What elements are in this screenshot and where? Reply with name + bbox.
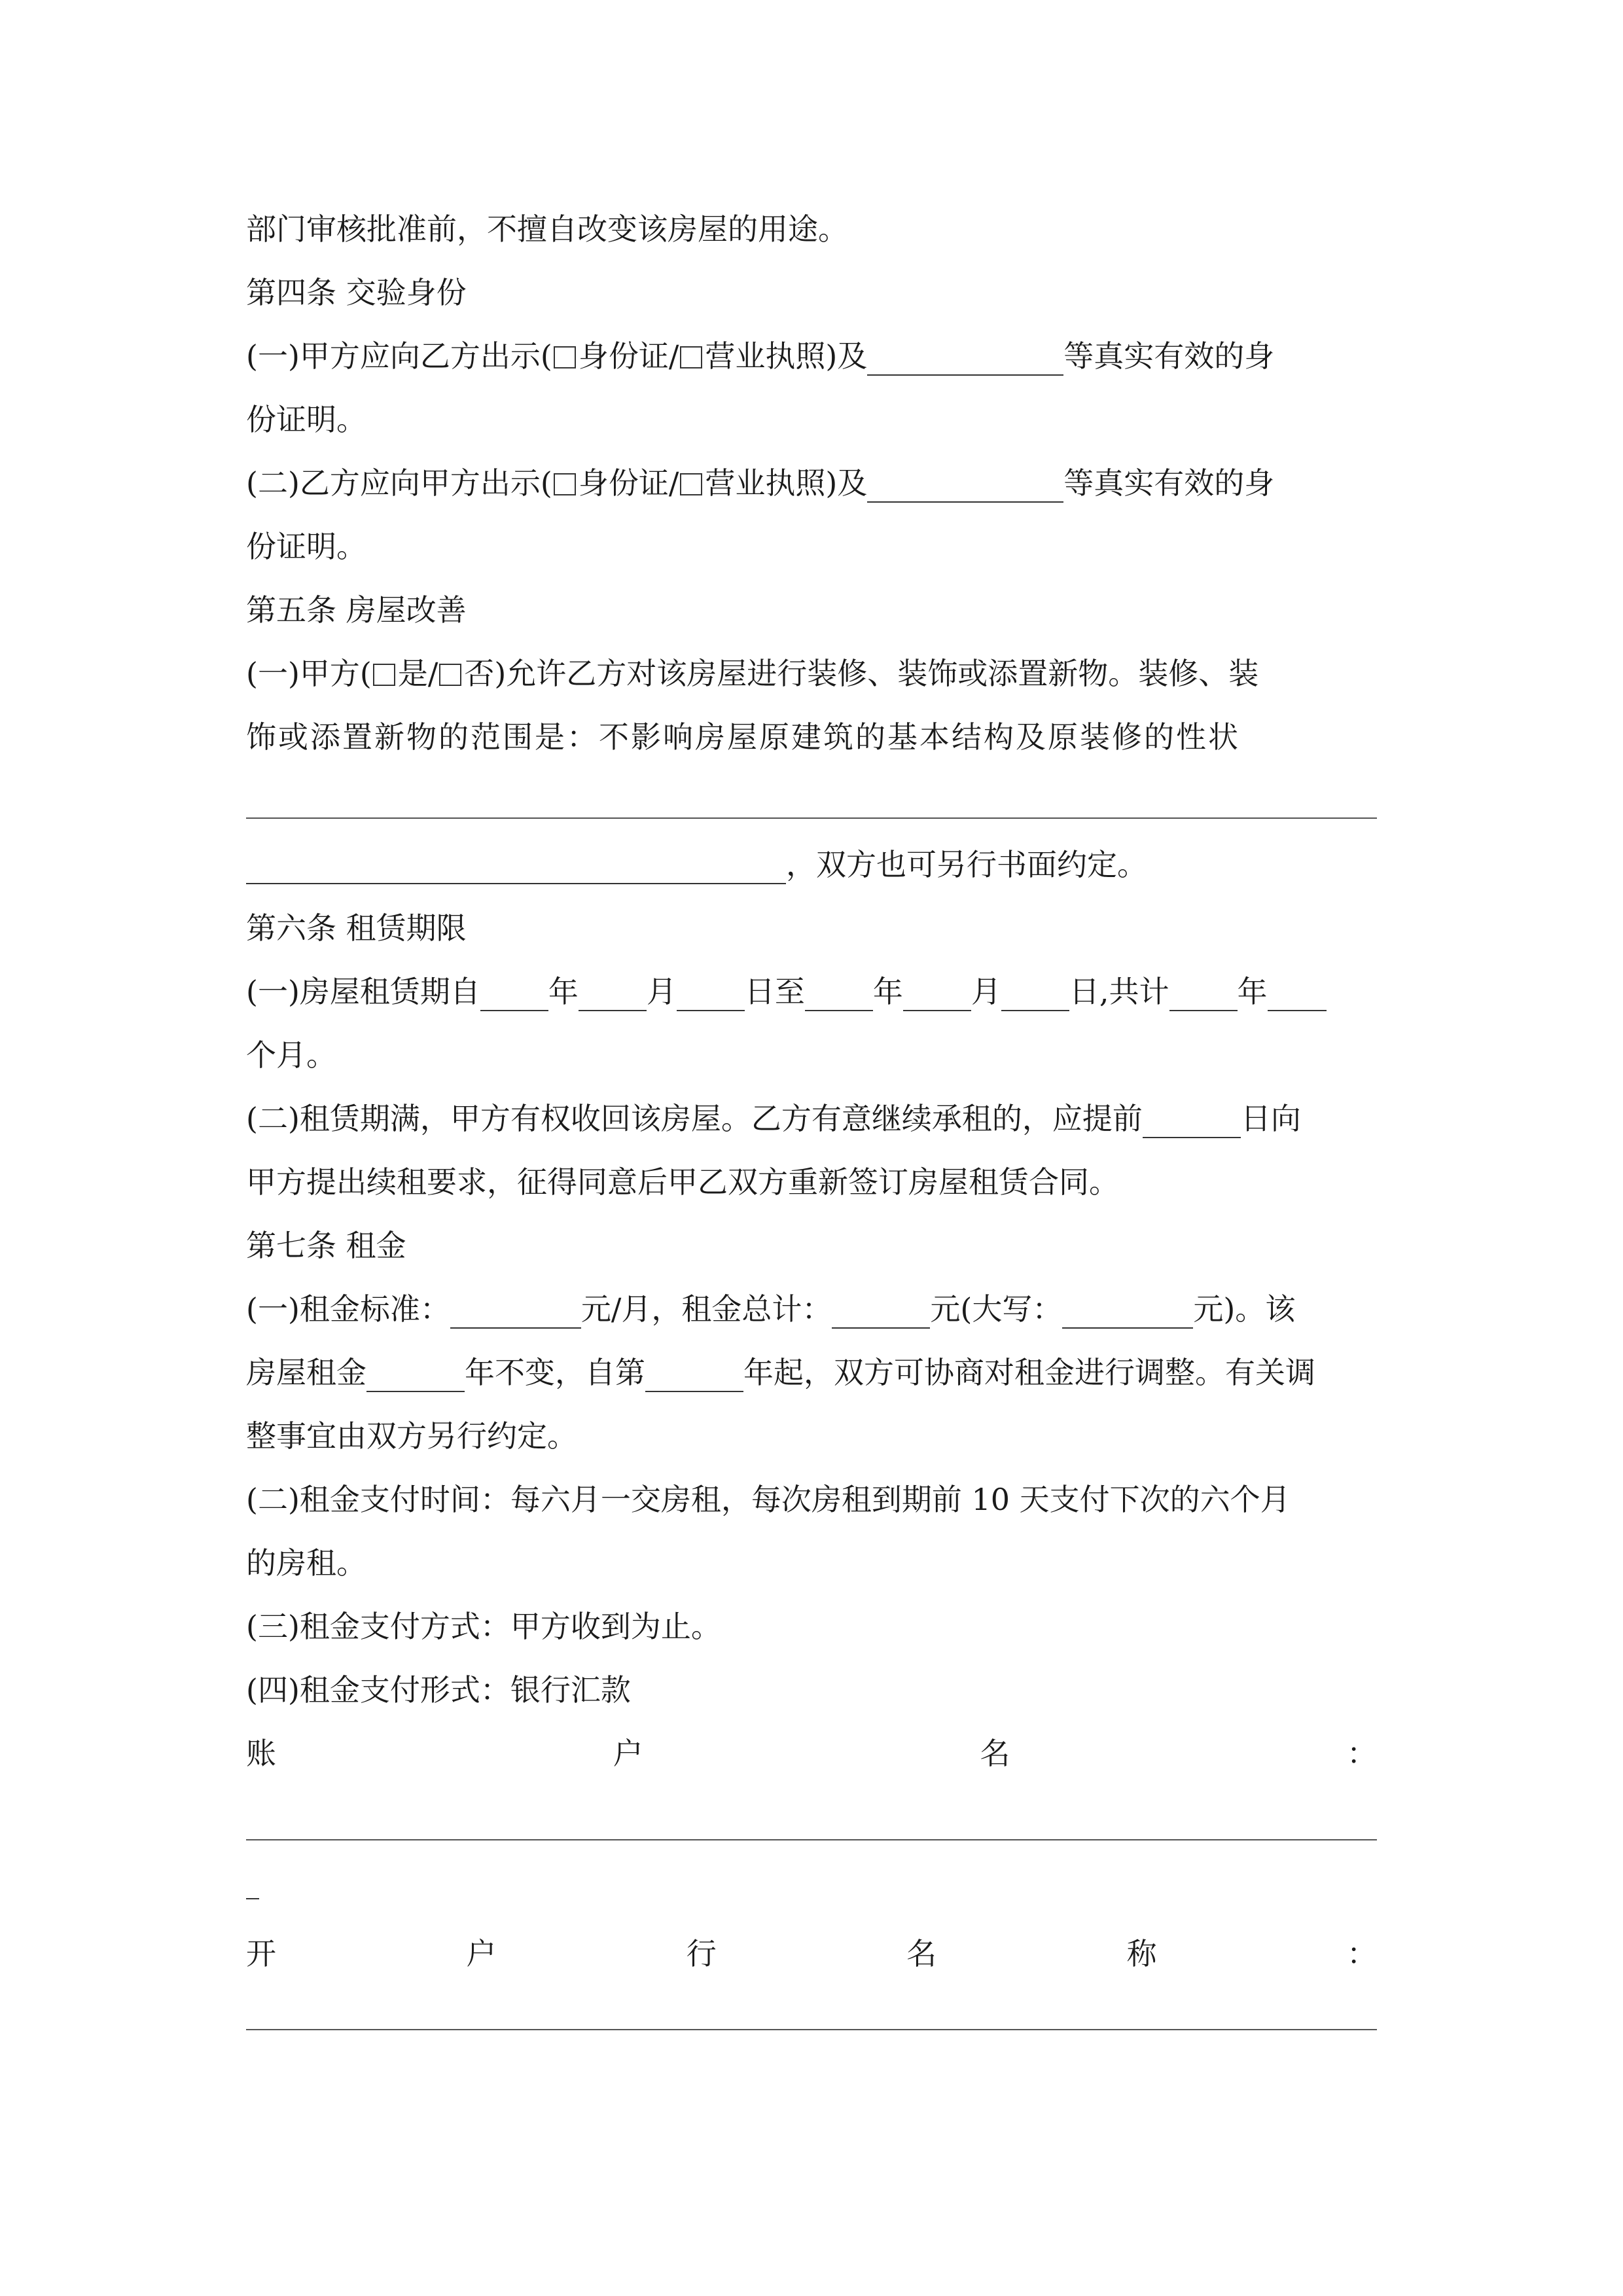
monthly-rent-blank[interactable] bbox=[450, 1296, 581, 1329]
business-license-checkbox[interactable] bbox=[680, 346, 702, 368]
account-name-line[interactable] bbox=[246, 1839, 1377, 1840]
clause-7-3: (三)租金支付方式：甲方收到为止。 bbox=[246, 1609, 721, 1644]
scope-blank[interactable] bbox=[246, 852, 786, 884]
account-name-label: 账 户 名 ： bbox=[246, 1736, 1377, 1771]
article-6-heading: 第六条 租赁期限 bbox=[246, 910, 467, 946]
clause-7-2-continuation: 的房租。 bbox=[246, 1545, 366, 1581]
clause-5-1-line2: 饰或添置新物的范围是：不影响房屋原建筑的基本结构及原装修的性状 bbox=[246, 719, 1240, 755]
clause-6-2: (二)租赁期满，甲方有权收回该房屋。乙方有意继续承租的，应提前 日向 bbox=[246, 1099, 1377, 1138]
paragraph-continuation: 部门审核批准前，不擅自改变该房屋的用途。 bbox=[246, 211, 848, 247]
bank-name-label: 开 户 行 名 称 ： bbox=[246, 1936, 1377, 1971]
clause-6-1: (一)房屋租赁期自 年 月 日至 年 月 日,共计 年 bbox=[246, 972, 1377, 1011]
start-day-blank[interactable] bbox=[677, 978, 745, 1011]
article-5-heading: 第五条 房屋改善 bbox=[246, 592, 467, 628]
clause-6-2-line2: 甲方提出续租要求，征得同意后甲乙双方重新签订房屋租赁合同。 bbox=[246, 1164, 1119, 1200]
no-checkbox[interactable] bbox=[439, 664, 461, 686]
total-rent-blank[interactable] bbox=[832, 1296, 930, 1329]
total-months-blank[interactable] bbox=[1268, 978, 1327, 1011]
start-month-blank[interactable] bbox=[579, 978, 647, 1011]
bank-name-line[interactable] bbox=[246, 2029, 1377, 2030]
clause-4-2: (二)乙方应向甲方出示( 身份证/ 营业执照)及 等真实有效的身 bbox=[246, 463, 1377, 503]
end-year-blank[interactable] bbox=[805, 978, 873, 1011]
clause-5-1-tail: ，双方也可另行书面约定。 bbox=[246, 845, 1377, 884]
rent-in-words-blank[interactable] bbox=[1062, 1296, 1193, 1329]
dash-mark bbox=[246, 1898, 259, 1899]
article-7-heading: 第七条 租金 bbox=[246, 1228, 406, 1263]
yes-checkbox[interactable] bbox=[373, 664, 395, 686]
party-a-id-blank[interactable] bbox=[867, 343, 1063, 376]
clause-4-1-continuation: 份证明。 bbox=[246, 402, 366, 437]
adjust-year-blank[interactable] bbox=[645, 1359, 743, 1392]
clause-7-1: (一)租金标准： 元/月，租金总计： 元(大写： 元)。该 bbox=[246, 1289, 1377, 1329]
clause-7-1-line2: 房屋租金 年不变，自第 年起，双方可协商对租金进行调整。有关调 bbox=[246, 1353, 1377, 1392]
clause-6-1-continuation: 个月。 bbox=[246, 1037, 336, 1073]
clause-7-4: (四)租金支付形式：银行汇款 bbox=[246, 1672, 631, 1708]
renewal-days-blank[interactable] bbox=[1143, 1105, 1241, 1138]
business-license-checkbox[interactable] bbox=[680, 473, 702, 495]
fixed-years-blank[interactable] bbox=[366, 1359, 465, 1392]
start-year-blank[interactable] bbox=[480, 978, 548, 1011]
fill-in-line[interactable] bbox=[246, 817, 1377, 819]
clause-5-1: (一)甲方( 是/ 否)允许乙方对该房屋进行装修、装饰或添置新物。装修、装 bbox=[246, 656, 1259, 691]
end-month-blank[interactable] bbox=[903, 978, 971, 1011]
party-b-id-blank[interactable] bbox=[867, 470, 1063, 503]
id-card-checkbox[interactable] bbox=[554, 346, 576, 368]
clause-7-2: (二)租金支付时间：每六月一交房租，每次房租到期前 10 天支付下次的六个月 bbox=[246, 1482, 1291, 1517]
end-day-blank[interactable] bbox=[1001, 978, 1069, 1011]
clause-4-1: (一)甲方应向乙方出示( 身份证/ 营业执照)及 等真实有效的身 bbox=[246, 336, 1377, 376]
id-card-checkbox[interactable] bbox=[554, 473, 576, 495]
article-4-heading: 第四条 交验身份 bbox=[246, 275, 467, 310]
clause-4-2-continuation: 份证明。 bbox=[246, 529, 366, 564]
clause-7-1-line3: 整事宜由双方另行约定。 bbox=[246, 1418, 577, 1454]
total-years-blank[interactable] bbox=[1169, 978, 1238, 1011]
